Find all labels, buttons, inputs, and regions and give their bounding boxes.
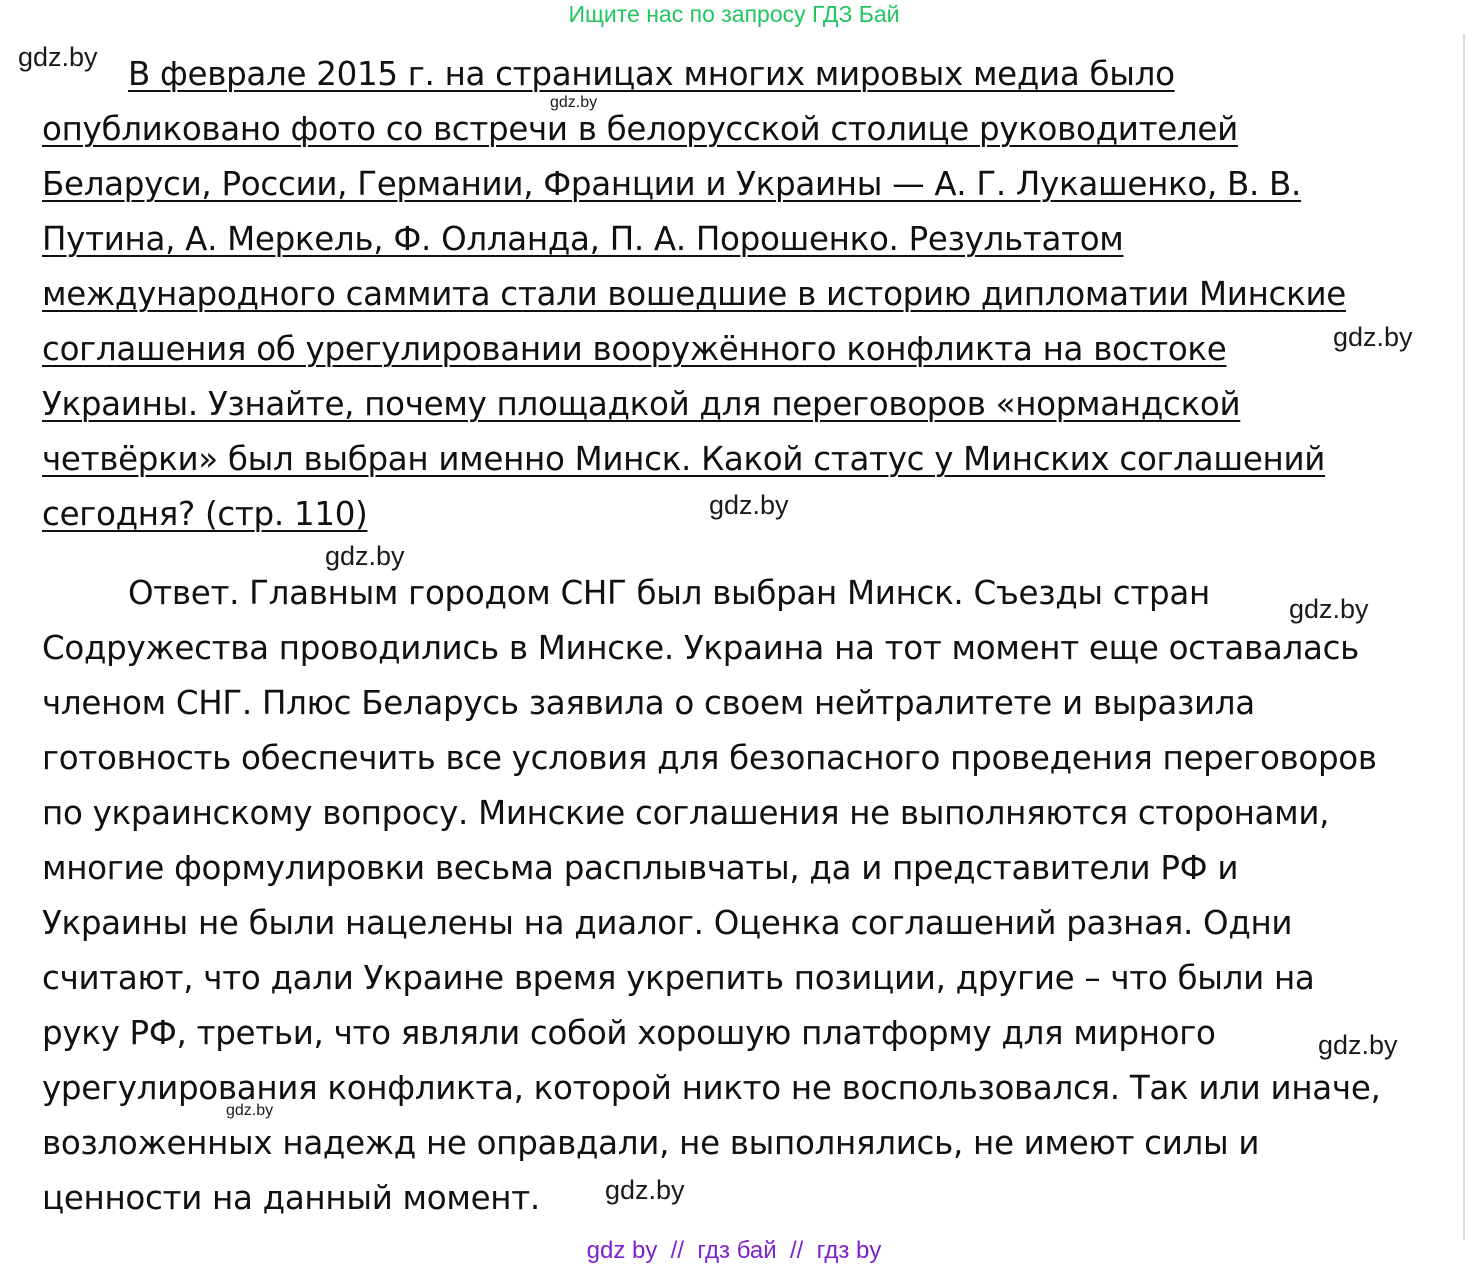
answer-line: членом СНГ. Плюс Беларусь заявила о своем нейтралитете и выразила [42,684,1255,722]
search-banner: Ищите нас по запросу ГДЗ Бай [568,1,900,27]
watermark: gdz.by [1289,594,1369,624]
answer-line: руку РФ, третьи, что являли собой хорошую платформу для мирного [42,1014,1216,1052]
answer-line: возложенных надежд не оправдали, не выполнялись, не имеют силы и [42,1124,1260,1162]
question-line: сегодня? (стр. 110) [42,495,368,533]
watermark: gdz.by [325,541,405,571]
watermark: gdz.by [18,42,98,72]
watermark: gdz.by [1318,1030,1398,1060]
answer-line: Содружества проводились в Минске. Украина на тот момент еще оставалась [42,629,1359,667]
question-line: опубликовано фото со встречи в белорусской столице руководителей [42,110,1238,148]
answer-line: готовность обеспечить все условия для безопасного проведения переговоров [42,739,1377,777]
answer-line: Ответ. Главным городом СНГ был выбран Минск. Съезды стран [128,574,1210,612]
answer-line: ценности на данный момент. [42,1179,540,1217]
watermark: gdz.by [226,1102,274,1119]
watermark: gdz.by [709,490,789,520]
answer-line: по украинскому вопросу. Минские соглашения не выполняются сторонами, [42,794,1330,832]
question-line: Путина, А. Меркель, Ф. Олланда, П. А. Порошенко. Результатом [42,220,1124,258]
answer-line: многие формулировки весьма расплывчаты, да и представители РФ и [42,849,1239,887]
question-line: международного саммита стали вошедшие в историю дипломатии Минские [42,275,1346,313]
question-line: Украины. Узнайте, почему площадкой для переговоров «нормандской [42,385,1241,423]
question-line: Беларуси, России, Германии, Франции и Украины — А. Г. Лукашенко, В. В. [42,165,1302,203]
answer-line: урегулирования конфликта, которой никто не воспользовался. Так или иначе, [42,1069,1381,1107]
question-line: В феврале 2015 г. на страницах многих мировых медиа было [128,55,1175,93]
watermark: gdz.by [605,1175,685,1205]
footer-links: gdz by // гдз бай // гдз by [586,1237,882,1264]
right-border-line [1463,34,1465,1240]
answer-line: Украины не были нацелены на диалог. Оценка соглашений разная. Одни [42,904,1293,942]
watermark: gdz.by [1333,322,1413,352]
question-line: соглашения об урегулировании вооружённого конфликта на востоке [42,330,1227,368]
watermark: gdz.by [550,94,598,111]
answer-line: считают, что дали Украине время укрепить позиции, другие – что были на [42,959,1315,997]
question-line: четвёрки» был выбран именно Минск. Какой статус у Минских соглашений [42,440,1326,478]
